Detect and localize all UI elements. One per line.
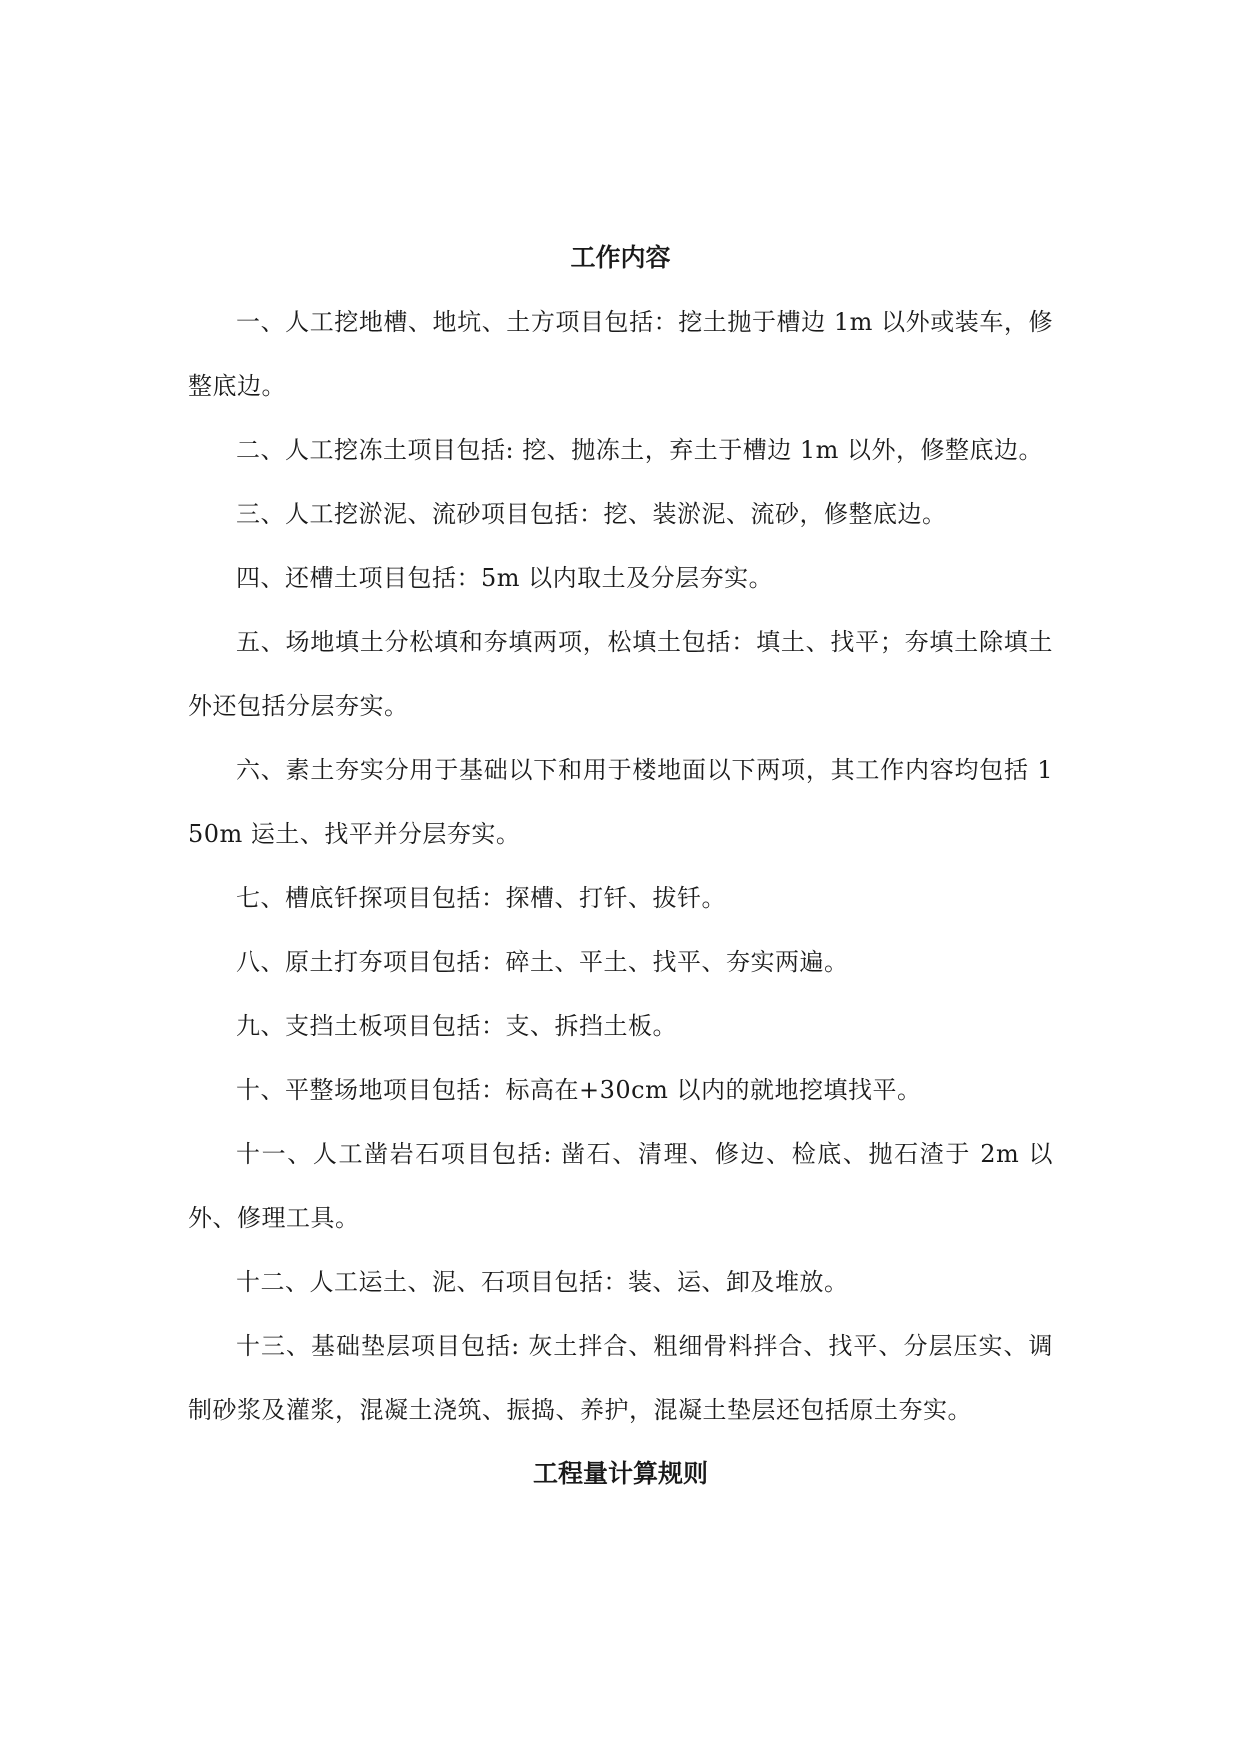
list-item: 三、人工挖淤泥、流砂项目包括：挖、装淤泥、流砂，修整底边。 [236,500,947,528]
list-item: 九、支挡土板项目包括：支、拆挡土板。 [236,1012,677,1040]
list-item: 一、人工挖地槽、地坑、土方项目包括：挖土抛于槽边 1m 以外或装车，修整底边。 [188,308,1053,400]
list-item: 十二、人工运土、泥、石项目包括：装、运、卸及堆放。 [236,1268,849,1296]
list-item: 八、原土打夯项目包括：碎土、平土、找平、夯实两遍。 [236,948,849,976]
list-item: 四、还槽土项目包括：5m 以内取土及分层夯实。 [236,564,774,592]
section-title-quantity-rules: 工程量计算规则 [532,1459,708,1488]
list-item: 二、人工挖冻土项目包括: 挖、抛冻土，弃土于槽边 1m 以外，修整底边。 [236,436,1043,464]
list-item: 十一、人工凿岩石项目包括: 凿石、清理、修边、检底、抛石渣于 2m 以外、修理工具。 [188,1140,1053,1232]
list-item: 七、槽底钎探项目包括：探槽、打钎、拔钎。 [236,884,726,912]
list-item: 六、素土夯实分用于基础以下和用于楼地面以下两项，其工作内容均包括 150m 运土、找平并分层夯实。 [188,756,1053,848]
section-title-work-content: 工作内容 [570,243,671,272]
list-item: 十、平整场地项目包括：标高在+30cm 以内的就地挖填找平。 [236,1076,922,1104]
list-item: 十三、基础垫层项目包括: 灰土拌合、粗细骨料拌合、找平、分层压实、调制砂浆及灌浆，混凝土浇筑、振捣、养护，混凝土垫层还包括原土夯实。 [188,1332,1053,1424]
document-page [188,226,1053,1506]
list-item: 五、场地填土分松填和夯填两项，松填土包括：填土、找平；夯填土除填土外还包括分层夯实。 [188,628,1053,720]
